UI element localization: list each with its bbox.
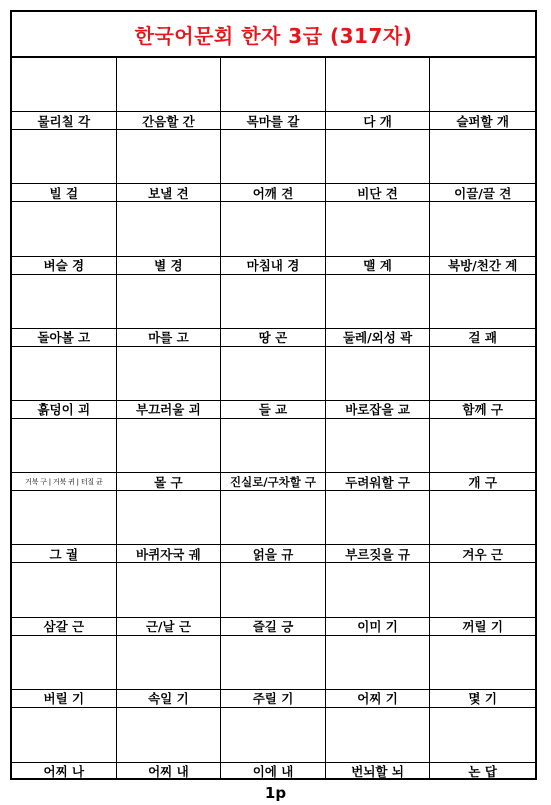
writing-box xyxy=(326,275,430,328)
hanja-cell xyxy=(12,563,117,635)
writing-box xyxy=(221,419,325,472)
hanja-cell xyxy=(221,419,326,491)
hanja-cell xyxy=(326,636,431,708)
hanja-label: 주릴 기 xyxy=(221,689,325,707)
writing-box xyxy=(326,636,430,689)
hanja-cell xyxy=(430,202,535,274)
writing-box xyxy=(221,636,325,689)
hanja-cell xyxy=(221,347,326,419)
hanja-label: 부끄러울 괴 xyxy=(117,400,221,418)
hanja-label: 벼슬 경 xyxy=(12,256,116,274)
hanja-label: 비단 견 xyxy=(326,183,430,201)
hanja-label: 바퀴자국 궤 xyxy=(117,544,221,562)
hanja-cell xyxy=(12,202,117,274)
writing-box xyxy=(326,58,430,111)
writing-box xyxy=(430,708,535,762)
hanja-cell xyxy=(430,419,535,491)
writing-box xyxy=(117,419,221,472)
hanja-cell xyxy=(221,708,326,780)
writing-box xyxy=(12,58,116,111)
hanja-label: 슬퍼할 개 xyxy=(430,111,535,129)
hanja-label: 즐길 긍 xyxy=(221,617,325,635)
hanja-label: 버릴 기 xyxy=(12,689,116,707)
hanja-cell xyxy=(326,708,431,780)
hanja-label: 목마를 갈 xyxy=(221,111,325,129)
writing-box xyxy=(117,563,221,616)
hanja-cell xyxy=(221,563,326,635)
hanja-cell xyxy=(221,202,326,274)
hanja-label: 그 궐 xyxy=(12,544,116,562)
writing-box xyxy=(117,130,221,183)
writing-box xyxy=(326,419,430,472)
writing-box xyxy=(117,58,221,111)
hanja-cell xyxy=(117,419,222,491)
hanja-cell xyxy=(326,347,431,419)
hanja-cell xyxy=(117,130,222,202)
hanja-label: 진실로/구차할 구 xyxy=(221,472,325,490)
writing-box xyxy=(430,275,535,328)
hanja-cell xyxy=(326,491,431,563)
hanja-cell xyxy=(117,636,222,708)
hanja-label: 개 구 xyxy=(430,472,535,490)
worksheet-title: 한국어문회 한자 3급 (317자) xyxy=(12,12,535,58)
hanja-cell xyxy=(117,491,222,563)
hanja-label: 맬 계 xyxy=(326,256,430,274)
hanja-cell xyxy=(117,275,222,347)
writing-box xyxy=(430,347,535,400)
hanja-cell xyxy=(430,563,535,635)
hanja-cell xyxy=(117,202,222,274)
hanja-cell xyxy=(12,636,117,708)
hanja-label: 다 개 xyxy=(326,111,430,129)
writing-box xyxy=(430,563,535,616)
writing-box xyxy=(430,130,535,183)
hanja-label: 논 답 xyxy=(430,762,535,780)
hanja-cell xyxy=(117,347,222,419)
hanja-label: 걸 괘 xyxy=(430,328,535,346)
hanja-cell xyxy=(117,563,222,635)
writing-box xyxy=(117,708,221,762)
hanja-label: 이에 내 xyxy=(221,762,325,780)
hanja-cell xyxy=(12,419,117,491)
hanja-cell xyxy=(12,708,117,780)
hanja-cell xyxy=(326,130,431,202)
hanja-label: 이끌/끌 견 xyxy=(430,183,535,201)
writing-box xyxy=(12,275,116,328)
writing-box xyxy=(326,708,430,762)
hanja-label: 마를 고 xyxy=(117,328,221,346)
page-number: 1p xyxy=(264,784,287,802)
hanja-cell xyxy=(117,708,222,780)
hanja-cell xyxy=(326,563,431,635)
hanja-label: 얽을 규 xyxy=(221,544,325,562)
writing-box xyxy=(12,491,116,544)
writing-box xyxy=(221,202,325,255)
hanja-cell xyxy=(430,130,535,202)
hanja-label: 겨우 근 xyxy=(430,544,535,562)
hanja-label: 삼갈 근 xyxy=(12,617,116,635)
hanja-cell xyxy=(326,58,431,130)
writing-box xyxy=(12,636,116,689)
writing-box xyxy=(326,130,430,183)
hanja-label: 어찌 나 xyxy=(12,762,116,780)
writing-box xyxy=(12,130,116,183)
hanja-label: 땅 곤 xyxy=(221,328,325,346)
hanja-label: 들 교 xyxy=(221,400,325,418)
writing-box xyxy=(430,419,535,472)
hanja-label: 북방/천간 계 xyxy=(430,256,535,274)
hanja-label: 꺼릴 기 xyxy=(430,617,535,635)
hanja-cell xyxy=(326,202,431,274)
hanja-label: 부르짖을 규 xyxy=(326,544,430,562)
hanja-label: 근/날 근 xyxy=(117,617,221,635)
hanja-cell xyxy=(221,130,326,202)
writing-box xyxy=(430,202,535,255)
writing-box xyxy=(221,491,325,544)
writing-box xyxy=(117,491,221,544)
hanja-label: 거북 구 | 거북 귀 | 터질 균 xyxy=(12,472,116,490)
writing-box xyxy=(326,491,430,544)
writing-box xyxy=(117,275,221,328)
hanja-label: 함께 구 xyxy=(430,400,535,418)
hanja-label: 어찌 내 xyxy=(117,762,221,780)
hanja-label: 몇 기 xyxy=(430,689,535,707)
hanja-label: 간음할 간 xyxy=(117,111,221,129)
writing-box xyxy=(12,202,116,255)
writing-box xyxy=(12,563,116,616)
writing-box xyxy=(221,347,325,400)
hanja-cell xyxy=(430,58,535,130)
hanja-label: 어깨 견 xyxy=(221,183,325,201)
writing-box xyxy=(117,347,221,400)
hanja-cell xyxy=(430,491,535,563)
hanja-label: 흙덩이 괴 xyxy=(12,400,116,418)
hanja-label: 두려워할 구 xyxy=(326,472,430,490)
writing-box xyxy=(221,708,325,762)
worksheet xyxy=(10,10,537,780)
writing-box xyxy=(221,130,325,183)
hanja-grid xyxy=(12,58,535,780)
hanja-cell xyxy=(326,275,431,347)
writing-box xyxy=(221,563,325,616)
hanja-label: 빌 걸 xyxy=(12,183,116,201)
writing-box xyxy=(430,636,535,689)
writing-box xyxy=(221,58,325,111)
hanja-label: 둘레/외성 곽 xyxy=(326,328,430,346)
hanja-cell xyxy=(430,275,535,347)
hanja-label: 보낼 견 xyxy=(117,183,221,201)
hanja-cell xyxy=(12,491,117,563)
hanja-cell xyxy=(221,636,326,708)
writing-box xyxy=(117,636,221,689)
writing-box xyxy=(430,58,535,111)
writing-box xyxy=(326,347,430,400)
writing-box xyxy=(326,202,430,255)
writing-box xyxy=(12,419,116,472)
hanja-label: 별 경 xyxy=(117,256,221,274)
hanja-label: 번뇌할 뇌 xyxy=(326,762,430,780)
hanja-label: 어찌 기 xyxy=(326,689,430,707)
hanja-cell xyxy=(12,347,117,419)
hanja-label: 마침내 경 xyxy=(221,256,325,274)
writing-box xyxy=(221,275,325,328)
hanja-cell xyxy=(430,636,535,708)
hanja-cell xyxy=(326,419,431,491)
writing-box xyxy=(326,563,430,616)
hanja-label: 속일 기 xyxy=(117,689,221,707)
hanja-cell xyxy=(221,275,326,347)
hanja-cell xyxy=(12,130,117,202)
hanja-cell xyxy=(12,275,117,347)
writing-box xyxy=(430,491,535,544)
hanja-label: 이미 기 xyxy=(326,617,430,635)
hanja-cell xyxy=(430,708,535,780)
hanja-label: 바로잡을 교 xyxy=(326,400,430,418)
writing-box xyxy=(12,708,116,762)
hanja-label: 물리칠 각 xyxy=(12,111,116,129)
hanja-label: 돌아볼 고 xyxy=(12,328,116,346)
hanja-cell xyxy=(12,58,117,130)
hanja-cell xyxy=(221,491,326,563)
hanja-cell xyxy=(221,58,326,130)
hanja-cell xyxy=(430,347,535,419)
writing-box xyxy=(12,347,116,400)
writing-box xyxy=(117,202,221,255)
hanja-label: 몰 구 xyxy=(117,472,221,490)
hanja-cell xyxy=(117,58,222,130)
